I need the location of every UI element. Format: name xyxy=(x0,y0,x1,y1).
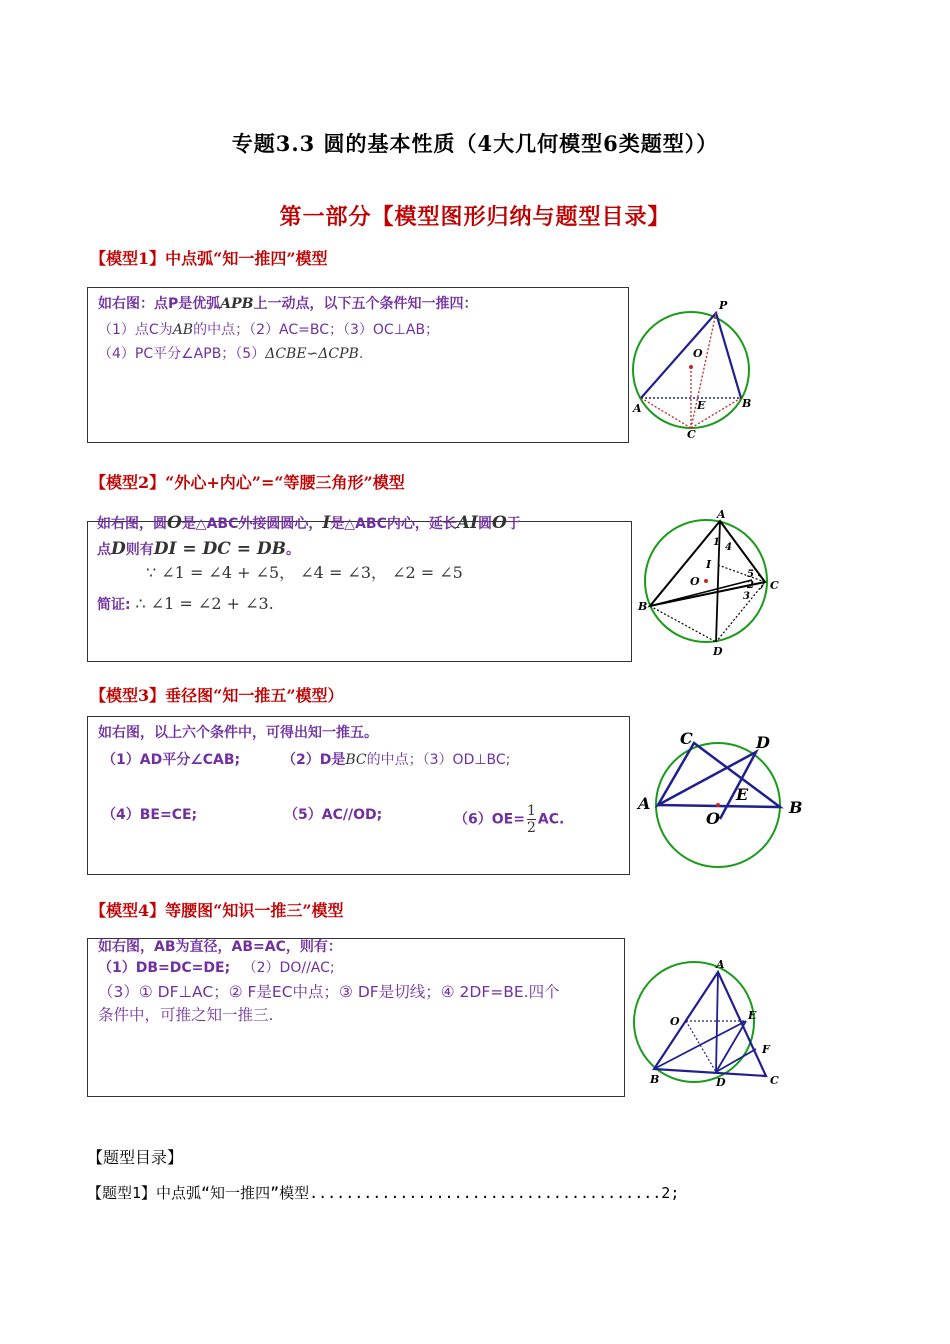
model-2-label-a: A xyxy=(717,508,726,521)
model-3-label-o: O xyxy=(706,809,720,828)
model-1-label-e: E xyxy=(697,399,706,412)
model-3-c5: （5）AC//OD; xyxy=(284,807,383,823)
model-4-line2-b: （2）DO//AC; xyxy=(242,960,335,976)
model-2-line2-b: 则有 xyxy=(125,542,154,558)
model-1-line2-b: 的中点；（2）AC=BC；（3）OC⊥AB； xyxy=(193,322,440,338)
model-1-label-o: O xyxy=(693,347,703,360)
model-2-line1-e: 于 xyxy=(506,516,521,532)
model-2-label-5: 5 xyxy=(747,569,754,580)
model-4-label-a: A xyxy=(716,958,725,971)
model-4-figure xyxy=(628,955,788,1095)
model-1-line3-a: （4）PC平分∠APB；（5） xyxy=(98,346,266,362)
model-2-label-o: O xyxy=(690,575,700,588)
model-2-circle-o2: O xyxy=(492,513,507,533)
model-3-heading: 【模型3】垂径图“知一推五”模型） xyxy=(90,686,344,705)
model-4-label-b: B xyxy=(650,1073,660,1086)
toc-item-label: 【题型1】中点弧“知一推四”模型 xyxy=(87,1184,310,1202)
model-4-line3: （3）① DF⊥AC；② F是EC中点；③ DF是切线；④ 2DF=BE.四个 xyxy=(98,983,560,1001)
model-1-intro-tail: 上一动点，以下五个条件知一推四： xyxy=(253,296,478,312)
model-2-circle-o: O xyxy=(167,513,182,533)
model-2-point-d: D xyxy=(111,539,126,559)
model-2-proof-label: 简证: xyxy=(97,597,131,613)
model-2-label-b: B xyxy=(638,600,648,613)
model-2-since-line: ∵ ∠1 = ∠4 + ∠5， ∠4 = ∠3， ∠2 = ∠5 xyxy=(146,563,463,582)
model-1-figure xyxy=(625,295,765,445)
part-heading: 第一部分【模型图形归纳与题型目录】 xyxy=(279,204,671,230)
model-3-fraction xyxy=(527,803,536,836)
model-4-heading: 【模型4】等腰图“知识一推三”模型 xyxy=(90,901,344,920)
model-1-box xyxy=(87,287,629,443)
model-3-c2-b: 的中点；（3）OD⊥BC; xyxy=(366,752,511,768)
model-2-label-3: 3 xyxy=(743,591,750,602)
model-3-frac-den: 2 xyxy=(526,820,536,836)
model-2-label-2: 2 xyxy=(747,580,754,591)
model-2-equality: DI = DC = DB xyxy=(153,539,286,559)
model-2-incenter-i: I xyxy=(322,513,331,533)
model-4-label-o: O xyxy=(670,1015,680,1028)
model-3-label-e: E xyxy=(736,785,749,804)
model-4-line2-a: （1）DB=DC=DE; xyxy=(98,960,231,976)
model-3-line1: 如右图，以上六个条件中，可得出知一推五。 xyxy=(98,725,378,741)
model-2-label-i: I xyxy=(706,558,712,571)
model-2-line1-d: 圆 xyxy=(478,516,493,532)
model-1-label-a: A xyxy=(633,402,642,415)
model-2-line1-b: 是△ABC外接圆圆心， xyxy=(181,516,323,532)
model-4-label-e: E xyxy=(748,1009,757,1022)
model-3-label-c: C xyxy=(680,729,693,748)
model-2-line1-a: 如右图，圆 xyxy=(97,516,167,532)
model-3-c6-b: AC. xyxy=(537,811,565,828)
model-1-label-p: P xyxy=(719,299,728,312)
model-2-heading: 【模型2】“外心+内心”=“等腰三角形”模型 xyxy=(90,473,405,492)
model-1-heading: 【模型1】中点弧“知一推四”模型 xyxy=(90,249,328,268)
model-2-ai: AI xyxy=(456,513,479,533)
model-4-box xyxy=(87,938,625,1097)
model-1-line2-a: （1）点C为 xyxy=(98,322,173,338)
model-4-line4: 条件中，可推之知一推三. xyxy=(98,1006,274,1024)
model-3-box xyxy=(87,716,630,875)
model-4-label-f: F xyxy=(762,1043,770,1056)
model-3-c2-a: （2）D是 xyxy=(282,752,346,768)
model-3-frac-num: 1 xyxy=(526,803,536,819)
model-3-label-b: B xyxy=(789,798,803,817)
document-title: 专题3.3 圆的基本性质（4大几何模型6类题型）） xyxy=(231,131,719,156)
model-2-figure xyxy=(630,505,785,665)
model-2-label-1: 1 xyxy=(713,537,720,548)
toc-item-dots: ....................................... xyxy=(309,1184,662,1202)
toc-item-page: 2; xyxy=(661,1184,680,1202)
model-1-similar-expr: ΔCBE∽ΔCPB xyxy=(265,346,359,362)
toc-heading: 【题型目录】 xyxy=(87,1148,184,1167)
model-1-label-c: C xyxy=(687,428,696,441)
model-3-c1: （1）AD平分∠CAB; xyxy=(102,752,241,768)
model-4-label-c: C xyxy=(770,1074,779,1087)
model-1-label-b: B xyxy=(742,397,752,410)
model-2-line2-a: 点 xyxy=(97,542,111,558)
model-4-label-d: D xyxy=(716,1076,726,1089)
model-4-line1: 如右图，AB为直径，AB=AC，则有： xyxy=(98,939,342,955)
model-2-line1-c: 是△ABC内心，延长 xyxy=(330,516,457,532)
model-3-label-d: D xyxy=(756,733,770,752)
model-3-c4: （4）BE=CE; xyxy=(102,807,198,823)
model-3-c6-a: （6）OE= xyxy=(454,811,525,828)
model-1-arc-ab: AB xyxy=(172,322,194,338)
model-1-intro: 如右图：点P是优弧 xyxy=(98,296,221,312)
model-2-label-d: D xyxy=(713,645,723,658)
model-1-line3-end: . xyxy=(358,346,364,362)
model-2-line2-c: 。 xyxy=(286,542,300,558)
model-1-arc-apb: APB xyxy=(220,296,254,312)
toc-item[interactable] xyxy=(87,1182,679,1203)
model-3-label-a: A xyxy=(638,794,651,813)
model-2-label-c: C xyxy=(770,579,779,592)
model-2-therefore-line: ∴ ∠1 = ∠2 + ∠3. xyxy=(135,594,274,613)
model-2-label-4: 4 xyxy=(725,542,732,553)
model-3-figure xyxy=(632,725,812,875)
model-3-arc-bc: BC xyxy=(345,752,367,768)
